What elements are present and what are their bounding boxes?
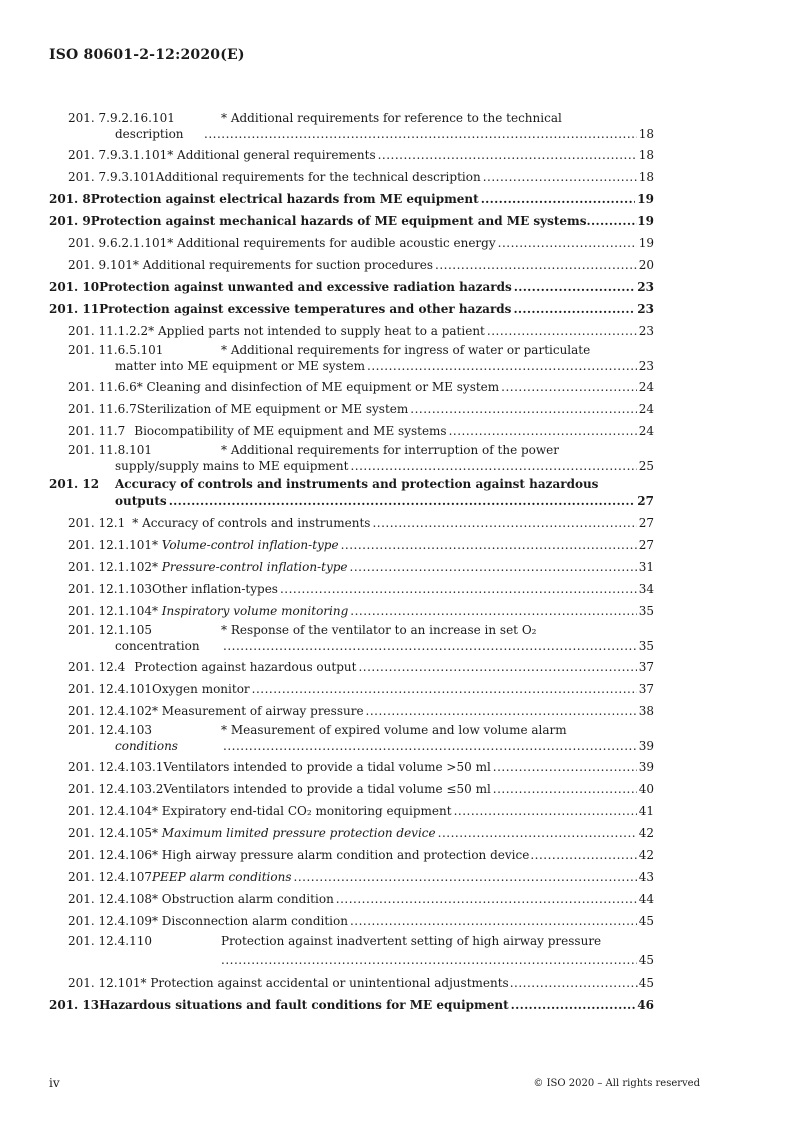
toc-entry[interactable] xyxy=(49,512,654,534)
toc-title: * Obstruction alarm condition xyxy=(151,892,334,906)
toc-entry[interactable] xyxy=(49,994,654,1016)
toc-entry[interactable] xyxy=(49,800,654,822)
toc-entry[interactable] xyxy=(49,756,654,778)
toc-page: 35 xyxy=(638,604,654,618)
toc-number: 201. 12.1.101 xyxy=(68,538,152,552)
toc-page: 19 xyxy=(638,236,654,250)
toc-number: 201. 12.4 xyxy=(68,660,126,674)
toc-page: 19 xyxy=(637,214,654,228)
toc-title: Protection against inadvertent setting of high airway pressure xyxy=(221,934,602,948)
toc-title: * Additional general requirements xyxy=(167,148,376,162)
toc-page: 45 xyxy=(638,953,654,967)
toc-number: 201. 11 xyxy=(49,302,100,316)
toc-page: 23 xyxy=(637,302,654,316)
toc-title: * Expiratory end-tidal CO₂ monitoring equipment xyxy=(151,804,452,818)
toc-number: 201. 7.9.3.1.101 xyxy=(68,148,168,162)
toc-title: * Additional requirements for suction procedures xyxy=(132,258,434,272)
toc-page: 34 xyxy=(638,582,654,596)
toc-number: 201. 11.6.5.101 xyxy=(68,343,164,357)
toc-page: 43 xyxy=(638,870,654,884)
toc-title-continued: supply/supply mains to ME equipment xyxy=(115,459,349,473)
toc-page: 45 xyxy=(638,914,654,928)
toc-title: * Additional requirements for ingress of water or particulate xyxy=(221,343,591,357)
toc-title: PEEP alarm conditions xyxy=(151,870,292,884)
toc-number: 201. 8 xyxy=(49,192,91,206)
toc-entry[interactable] xyxy=(49,320,654,342)
toc-entry[interactable] xyxy=(49,578,654,600)
toc-title: * Measurement of airway pressure xyxy=(151,704,364,718)
toc-entry[interactable] xyxy=(49,110,654,144)
toc-title: * Additional requirements for interruption of the power xyxy=(221,443,560,457)
toc-number: 201. 12.4.105 xyxy=(68,826,152,840)
toc-page: 37 xyxy=(638,682,654,696)
toc-entry[interactable] xyxy=(49,910,654,932)
toc-number: 201. 9 xyxy=(49,214,91,228)
toc-page: 41 xyxy=(638,804,654,818)
toc-entry[interactable] xyxy=(49,144,654,166)
toc-entry[interactable] xyxy=(49,210,654,232)
toc-title: * Protection against accidental or unintentional adjustments xyxy=(140,976,509,990)
toc-page: 24 xyxy=(638,402,654,416)
toc-entry[interactable] xyxy=(49,778,654,800)
toc-number: 201. 7.9.3.101 xyxy=(68,170,156,184)
toc-page: 35 xyxy=(638,639,654,653)
toc-entry[interactable] xyxy=(49,678,654,700)
toc-number: 201. 12.4.103.1 xyxy=(68,760,164,774)
toc-number: 201. 10 xyxy=(49,280,100,294)
toc-entry[interactable] xyxy=(49,298,654,320)
toc-title: * Additional requirements for audible acoustic energy xyxy=(167,236,496,250)
toc-title: Protection against excessive temperatures and other hazards xyxy=(99,302,512,316)
toc-page: 27 xyxy=(637,494,654,508)
toc-entry[interactable] xyxy=(49,556,654,578)
toc-entry[interactable] xyxy=(49,700,654,722)
toc-title-continued: matter into ME equipment or ME system xyxy=(115,359,366,373)
toc-number: 201. 12.1.102 xyxy=(68,560,152,574)
toc-title: Other inflation-types xyxy=(151,582,278,596)
copyright-notice: © ISO 2020 – All rights reserved xyxy=(533,1078,700,1089)
toc-page: 18 xyxy=(638,170,654,184)
toc-title: * Maximum limited pressure protection device xyxy=(151,826,436,840)
toc-page: 18 xyxy=(638,127,654,141)
toc-title: * Cleaning and disinfection of ME equipment or ME system xyxy=(136,380,500,394)
toc-number: 201. 9.6.2.1.101 xyxy=(68,236,168,250)
toc-entry[interactable] xyxy=(49,276,654,298)
toc-entry[interactable] xyxy=(49,254,654,276)
toc-page: 42 xyxy=(638,826,654,840)
toc-page: 19 xyxy=(637,192,654,206)
toc-number: 201. 12.4.103 xyxy=(68,723,152,737)
toc-entry[interactable] xyxy=(49,972,654,994)
toc-title-continued: concentration xyxy=(115,639,200,653)
toc-title: Protection against mechanical hazards of ME equipment and ME systems xyxy=(90,214,587,228)
toc-number: 201. 12.1 xyxy=(68,516,126,530)
toc-entry[interactable] xyxy=(49,722,654,756)
toc-entry[interactable] xyxy=(49,844,654,866)
toc-title: Accuracy of controls and instruments and protection against hazardous xyxy=(115,477,599,491)
document-header-id: ISO 80601-2-12:2020(E) xyxy=(49,47,245,63)
toc-page: 23 xyxy=(637,280,654,294)
toc-number: 201. 9.101 xyxy=(68,258,133,272)
toc-page: 18 xyxy=(638,148,654,162)
toc-title: * Additional requirements for reference to the technical xyxy=(221,111,562,125)
toc-title: Ventilators intended to provide a tidal volume >50 ml xyxy=(163,760,491,774)
toc-number: 201. 12.4.109 xyxy=(68,914,152,928)
toc-number: 201. 12.4.103.2 xyxy=(68,782,164,796)
toc-title: Hazardous situations and fault conditions for ME equipment xyxy=(99,998,509,1012)
toc-entry[interactable] xyxy=(49,600,654,622)
toc-page: 39 xyxy=(638,739,654,753)
toc-number: 201. 12.1.105 xyxy=(68,623,152,637)
toc-title: * Volume-control inflation-type xyxy=(151,538,339,552)
toc-entry[interactable] xyxy=(49,866,654,888)
toc-title: Protection against hazardous output xyxy=(134,660,357,674)
toc-number: 201. 11.1.2.2 xyxy=(68,324,149,338)
toc-title: * Pressure-control inflation-type xyxy=(151,560,348,574)
toc-title: * Response of the ventilator to an increase in set O₂ xyxy=(221,623,537,637)
toc-page: 39 xyxy=(638,760,654,774)
toc-entry[interactable] xyxy=(49,188,654,210)
toc-page: 45 xyxy=(638,976,654,990)
toc-entry[interactable] xyxy=(49,656,654,678)
toc-number: 201. 12.4.106 xyxy=(68,848,152,862)
toc-number: 201. 12.4.107 xyxy=(68,870,152,884)
toc-number: 201. 12 xyxy=(49,477,100,491)
toc-number: 201. 12.4.110 xyxy=(68,934,152,948)
toc-entry[interactable] xyxy=(49,166,654,188)
table-of-contents xyxy=(49,110,654,1016)
toc-number: 201. 12.1.103 xyxy=(68,582,152,596)
toc-entry[interactable] xyxy=(49,932,654,972)
toc-title: Protection against unwanted and excessive radiation hazards xyxy=(99,280,512,294)
toc-title-continued: description xyxy=(115,127,184,141)
toc-page: 27 xyxy=(638,538,654,552)
toc-page: 24 xyxy=(638,424,654,438)
toc-page: 24 xyxy=(638,380,654,394)
toc-title: Sterilization of ME equipment or ME system xyxy=(136,402,409,416)
page-number-label: iv xyxy=(49,1076,60,1090)
toc-page: 38 xyxy=(638,704,654,718)
toc-page: 46 xyxy=(637,998,654,1012)
toc-number: 201. 11.7 xyxy=(68,424,126,438)
toc-title: * Measurement of expired volume and low volume alarm xyxy=(221,723,567,737)
toc-title: Protection against electrical hazards from ME equipment xyxy=(90,192,479,206)
toc-title-continued: outputs xyxy=(115,494,167,508)
toc-number: 201. 7.9.2.16.101 xyxy=(68,111,175,125)
toc-entry[interactable] xyxy=(49,376,654,398)
toc-number: 201. 11.6.7 xyxy=(68,402,137,416)
toc-entry[interactable] xyxy=(49,476,654,512)
toc-title-continued: conditions xyxy=(115,739,178,753)
toc-page: 44 xyxy=(638,892,654,906)
toc-number: 201. 12.1.104 xyxy=(68,604,152,618)
toc-title: * High airway pressure alarm condition and protection device xyxy=(151,848,530,862)
toc-entry[interactable] xyxy=(49,420,654,442)
toc-number: 201. 13 xyxy=(49,998,100,1012)
toc-entry[interactable] xyxy=(49,442,654,476)
toc-title: * Disconnection alarm condition xyxy=(151,914,348,928)
toc-number: 201. 12.101 xyxy=(68,976,141,990)
toc-title: * Inspiratory volume monitoring xyxy=(151,604,349,618)
toc-number: 201. 11.6.6 xyxy=(68,380,137,394)
toc-number: 201. 12.4.101 xyxy=(68,682,152,696)
toc-entry[interactable] xyxy=(49,822,654,844)
toc-title: Additional requirements for the technical description xyxy=(155,170,481,184)
toc-title: * Applied parts not intended to supply heat to a patient xyxy=(148,324,485,338)
toc-title: Oxygen monitor xyxy=(151,682,250,696)
toc-page: 23 xyxy=(638,324,654,338)
toc-page: 42 xyxy=(638,848,654,862)
toc-page: 31 xyxy=(638,560,654,574)
toc-page: 40 xyxy=(638,782,654,796)
toc-title: Biocompatibility of ME equipment and ME systems xyxy=(134,424,447,438)
toc-entry[interactable] xyxy=(49,232,654,254)
toc-page: 37 xyxy=(638,660,654,674)
toc-entry[interactable] xyxy=(49,342,654,376)
toc-entry[interactable] xyxy=(49,534,654,556)
toc-entry[interactable] xyxy=(49,398,654,420)
toc-number: 201. 12.4.104 xyxy=(68,804,152,818)
toc-number: 201. 12.4.108 xyxy=(68,892,152,906)
toc-title: * Accuracy of controls and instruments xyxy=(132,516,371,530)
toc-number: 201. 12.4.102 xyxy=(68,704,152,718)
toc-page: 23 xyxy=(638,359,654,373)
toc-number: 201. 11.8.101 xyxy=(68,443,152,457)
toc-page: 27 xyxy=(638,516,654,530)
toc-page: 25 xyxy=(638,459,654,473)
toc-entry[interactable] xyxy=(49,622,654,656)
toc-page: 20 xyxy=(638,258,654,272)
toc-title: Ventilators intended to provide a tidal volume ≤50 ml xyxy=(163,782,491,796)
toc-entry[interactable] xyxy=(49,888,654,910)
